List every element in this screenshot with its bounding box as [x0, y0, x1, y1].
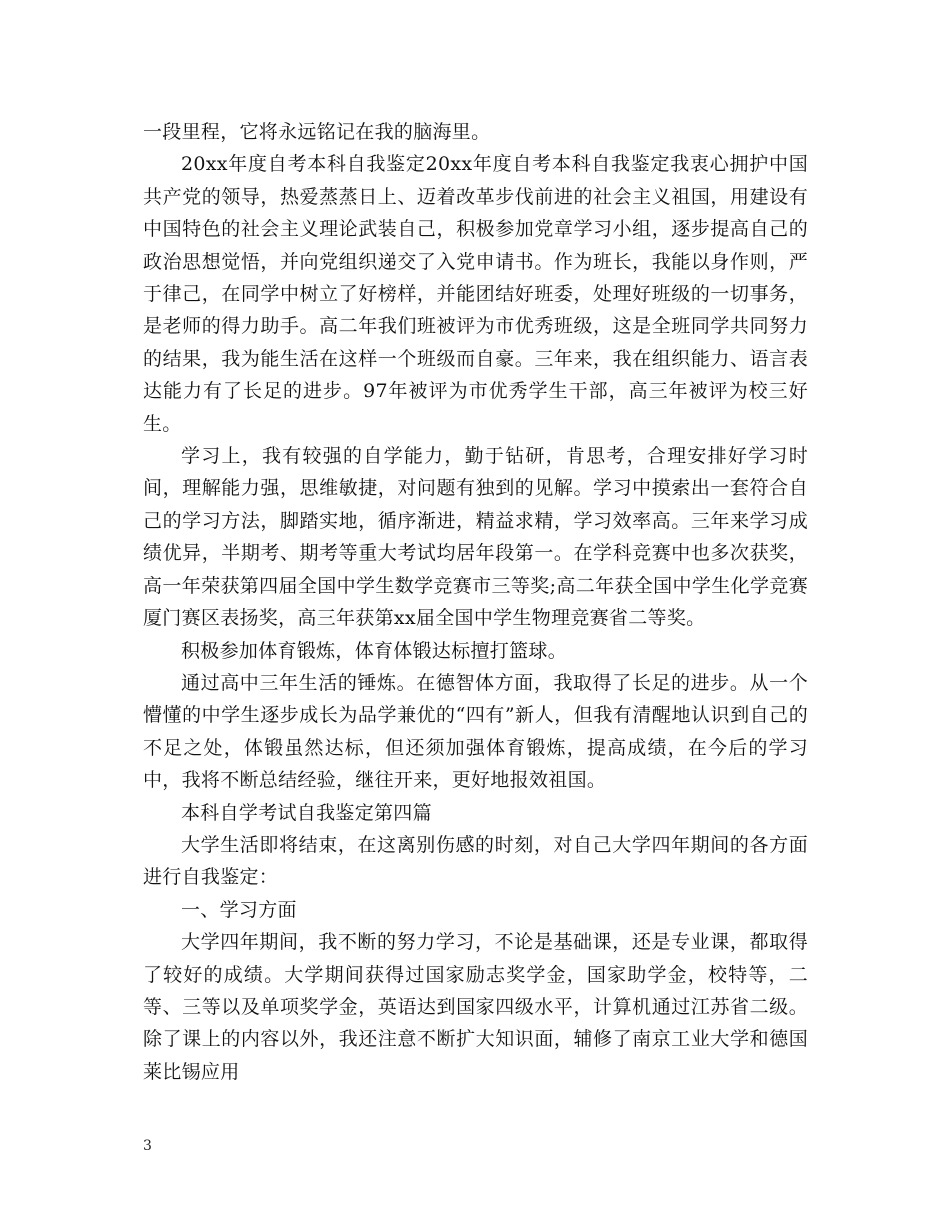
paragraph-summary: 通过高中三年生活的锤炼。在德智体方面，我取得了长足的进步。从一个懵懂的中学生逐步成长为品学兼优的“四有”新人，但我有清醒地认识到自己的不足之处，体锻虽然达标，但还须加强体育锻炼，提高成绩，在今后的学习中，我将不断总结经验，继往开来，更好地报效祖国。 [143, 671, 808, 792]
paragraph-continuation: 一段里程，它将永远铭记在我的脑海里。 [143, 121, 491, 143]
paragraph-intro: 大学生活即将结束，在这离别伤感的时刻，对自己大学四年期间的各方面进行自我鉴定： [143, 833, 808, 889]
section-heading: 本科自学考试自我鉴定第四篇 [181, 801, 432, 824]
subsection-heading: 一、学习方面 [181, 898, 297, 921]
document-body [143, 116, 808, 1088]
page-number: 3 [143, 1138, 152, 1154]
paragraph-self-assessment: 20xx年度自考本科自我鉴定20xx年度自考本科自我鉴定我衷心拥护中国共产党的领导，热爱蒸蒸日上、迈着改革步伐前进的社会主义祖国，用建设有中国特色的社会主义理论武装自己，积极参加党章学习小组，逐步提高自己的政治思想觉悟，并向党组织递交了入党申请书。作为班长，我能以身作则，严于律己，在同学中树立了好榜样，并能团结好班委，处理好班级的一切事务，是老师的得力助手。高二年我们班被评为市优秀班级，这是全班同学共同努力的结果，我为能生活在这样一个班级而自豪。三年来，我在组织能力、语言表达能力有了长足的进步。97年被评为市优秀学生干部，高三年被评为校三好生。 [143, 153, 808, 435]
paragraph-sports: 积极参加体育锻炼，体育体锻达标擅打篮球。 [181, 639, 568, 662]
paragraph-university-study: 大学四年期间，我不断的努力学习，不论是基础课，还是专业课，都取得了较好的成绩。大学期间获得过国家励志奖学金，国家助学金，校特等，二等、三等以及单项奖学金，英语达到国家四级水平，计算机通过江苏省二级。除了课上的内容以外，我还注意不断扩大知识面，辅修了南京工业大学和德国莱比锡应用 [143, 931, 808, 1083]
paragraph-study: 学习上，我有较强的自学能力，勤于钻研，肯思考，合理安排好学习时间，理解能力强，思维敏捷，对问题有独到的见解。学习中摸索出一套符合自己的学习方法，脚踏实地，循序渐进，精益求精，学习效率高。三年来学习成绩优异，半期考、期考等重大考试均居年段第一。在学科竞赛中也多次获奖，高一年荣获第四届全国中学生数学竞赛市三等奖;高二年获全国中学生化学竞赛厦门赛区表扬奖，高三年获第xx届全国中学生物理竞赛省二等奖。 [143, 445, 808, 630]
